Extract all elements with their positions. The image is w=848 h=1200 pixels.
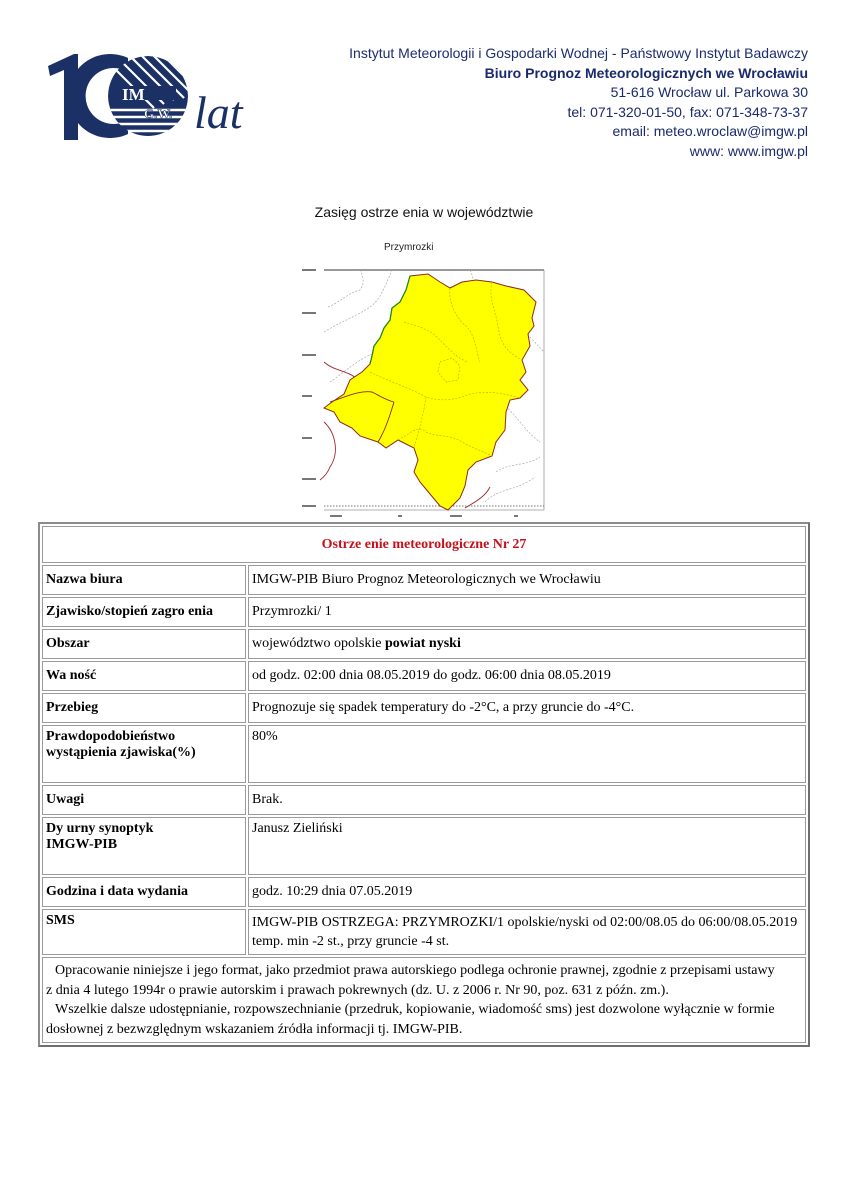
row-label-phenomenon: Zjawisko/stopień zagro enia <box>42 597 246 627</box>
svg-text:lat: lat <box>194 87 243 138</box>
table-row <box>42 909 806 955</box>
table-row <box>42 565 806 595</box>
row-value-probability: 80% <box>248 725 806 783</box>
row-label-remarks: Uwagi <box>42 785 246 815</box>
row-label-probability <box>42 725 246 783</box>
row-value-remarks: Brak. <box>248 785 806 815</box>
footer-line2: z dnia 4 lutego 1994r o prawie autorskim i prawach pokrewnych (dz. U. z 2006 r. Nr 90, poz. 631 z późn. zm.). <box>46 982 669 998</box>
row-value-sms <box>248 909 806 955</box>
row-label-issued: Godzina i data wydania <box>42 877 246 907</box>
row-label-forecaster <box>42 817 246 875</box>
row-label-sms: SMS <box>42 909 246 955</box>
row-label-course: Przebieg <box>42 693 246 723</box>
office-www[interactable]: www: www.imgw.pl <box>689 142 808 159</box>
row-label-validity: Wa ność <box>42 661 246 691</box>
table-row <box>42 817 806 875</box>
table-row <box>42 629 806 659</box>
row-value-issued: godz. 10:29 dnia 07.05.2019 <box>248 877 806 907</box>
forecaster-label-line2: IMGW-PIB <box>46 837 118 852</box>
row-label-area: Obszar <box>42 629 246 659</box>
office-name: Biuro Prognoz Meteorologicznych we Wrocławiu <box>484 64 808 81</box>
svg-text:G.W.: G.W. <box>144 106 173 121</box>
warning-table <box>38 522 810 1047</box>
office-email[interactable]: email: meteo.wroclaw@imgw.pl <box>612 123 808 139</box>
probability-label-line2: wystąpienia zjawiska(%) <box>46 745 196 760</box>
row-value-phenomenon: Przymrozki/ 1 <box>248 597 806 627</box>
row-label-office: Nazwa biura <box>42 565 246 595</box>
row-value-validity: od godz. 02:00 dnia 08.05.2019 do godz. 06:00 dnia 08.05.2019 <box>248 661 806 691</box>
warning-title: Ostrze enie meteorologiczne Nr 27 <box>42 526 806 563</box>
office-address: 51-616 Wrocław ul. Parkowa 30 <box>610 84 808 100</box>
footer-line4: dosłownej z bezwzględnym wskazaniem źródła informacji tj. IMGW-PIB. <box>46 1021 463 1037</box>
office-phone: tel: 071-320-01-50, fax: 071-348-73-37 <box>567 103 808 120</box>
table-row <box>42 597 806 627</box>
footer-line1: Opracowanie niniejsze i jego format, jako przedmiot prawa autorskiego podlega ochronie prawnej, zgodnie z przepisami ustawy <box>55 963 775 978</box>
table-row <box>42 693 806 723</box>
table-row <box>42 877 806 907</box>
sms-line1: IMGW-PIB OSTRZEGA: PRZYMROZKI/1 opolskie/nyski od 02:00/08.05 do 06:00/08.05.2019 <box>252 915 798 930</box>
probability-label-line1: Prawdopodobieństwo <box>46 729 176 744</box>
institute-header <box>349 44 808 161</box>
map-section-title: Zasięg ostrze enia w województwie <box>314 204 534 220</box>
table-row <box>42 725 806 783</box>
table-row <box>42 661 806 691</box>
table-row <box>42 785 806 815</box>
institute-name: Instytut Meteorologii i Gospodarki Wodnej - Państwowy Instytut Badawczy <box>349 45 808 61</box>
svg-text:IM: IM <box>122 85 145 104</box>
imgw-100-lat-logo <box>44 48 256 144</box>
area-voivodeship: województwo opolskie <box>252 636 385 651</box>
forecaster-label-line1: Dy urny synoptyk <box>46 821 154 836</box>
row-value-forecaster: Janusz Zieliński <box>248 817 806 875</box>
area-county: powiat nyski <box>384 636 461 651</box>
footer-line3: Wszelkie dalsze udostępnianie, rozpowszechnianie (przedruk, kopiowanie, wiadomość sms) jest dozwolone wyłącznie w formie <box>55 1002 775 1017</box>
row-value-course: Prognozuje się spadek temperatury do -2°C, a przy gruncie do -4°C. <box>248 693 806 723</box>
sms-line2: temp. min -2 st., przy gruncie -4 st. <box>252 934 450 949</box>
warning-area-map <box>300 262 550 524</box>
row-value-office: IMGW-PIB Biuro Prognoz Meteorologicznych we Wrocławiu <box>248 565 806 595</box>
copyright-footer <box>42 957 806 1043</box>
row-value-area <box>248 629 806 659</box>
map-title: Przymrozki <box>384 242 434 253</box>
